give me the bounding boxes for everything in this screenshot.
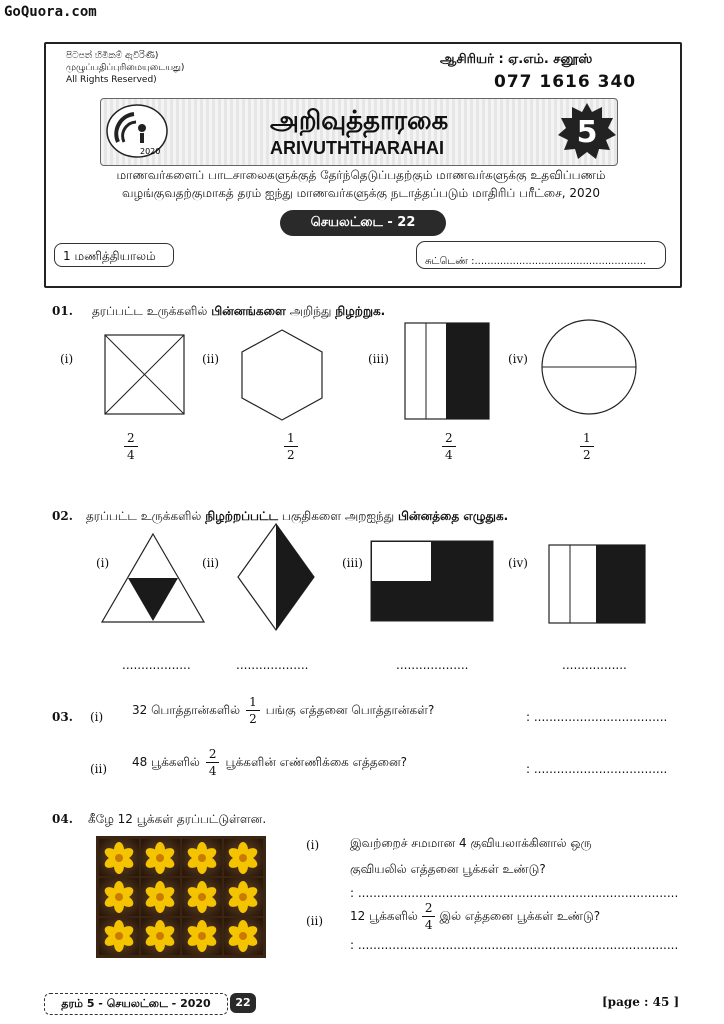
q3-ii-text-pre: 48 பூக்களில் — [132, 754, 200, 769]
q1-number: 01. — [52, 304, 73, 318]
q4-label-ii: (ii) — [306, 914, 324, 928]
q1-fraction-i: $\frac{2}{4}$ — [124, 430, 138, 463]
q1-shape-square-x[interactable] — [104, 334, 186, 416]
q2-label-iv: (iv) — [508, 556, 528, 570]
q4-label-i: (i) — [306, 838, 320, 852]
page-number: [page : 45 ] — [602, 995, 680, 1009]
intro-line-2: வழங்குவதற்குமாகத் தரம் ஐந்து மாணவர்களுக்கு நடாத்தப்படும் மாதிரிப் பரீட்சை, 2020 — [122, 186, 600, 200]
flower-icon — [99, 839, 139, 876]
q4-answer-i[interactable]: : .................................................................................... — [350, 886, 679, 900]
grade-number: 5 — [576, 115, 598, 150]
q4-answer-ii[interactable]: : .................................................................................... — [350, 938, 679, 952]
flower-icon — [182, 878, 222, 915]
q2-shape-rhombus — [236, 522, 316, 632]
footer-sheet-badge: 22 — [230, 993, 256, 1013]
q1-text-a: தரப்பட்ட உருக்களில் — [91, 304, 212, 318]
q4-ii-fraction: $\frac{2}{4}$ — [422, 900, 436, 933]
q3-i-text-pre: 32 பொத்தான்களில் — [132, 702, 241, 717]
q3-i-fraction: $\frac{1}{2}$ — [246, 694, 260, 727]
q2-shape-rect-quarter — [370, 540, 494, 622]
title-tamil: அறிவுத்தாரகை — [270, 106, 449, 136]
q1-heading — [52, 300, 385, 320]
flower-icon — [224, 839, 264, 876]
q4-part-ii — [350, 900, 600, 933]
q1-text-c: அறிந்து — [285, 304, 336, 318]
flower-icon — [224, 878, 264, 915]
duration-box: 1 மணித்தியாலம் — [54, 243, 174, 267]
q1-shape-hexagon[interactable] — [240, 328, 324, 422]
q4-text: கீழே 12 பூக்கள் தரப்பட்டுள்ளன. — [88, 812, 267, 826]
index-number-field[interactable]: சுட்டெண் :...................................................... — [416, 241, 666, 269]
flower-icon — [141, 839, 181, 876]
q3-answer-ii[interactable]: : ................................... — [526, 762, 668, 776]
school-logo — [104, 102, 170, 160]
q4-ii-text-post: இல் எத்தனை பூக்கள் உண்டு? — [439, 908, 601, 923]
q1-text-b: பின்னங்களை — [211, 304, 286, 318]
intro-line-1: மாணவர்களைப் பாடசாலைகளுக்குத் தேர்ந்தெடுப்பதற்கும் மாணவர்களுக்கு உதவிப்பணம் — [116, 168, 606, 182]
q2-text-b: நிழற்றப்பட்ட — [205, 509, 279, 523]
q3-part-ii — [132, 746, 407, 779]
q3-i-text-post: பங்கு எத்தனை பொத்தான்கள்? — [265, 702, 435, 717]
flower-icon — [224, 918, 264, 955]
q2-label-i: (i) — [96, 556, 110, 570]
watermark: GoQuora.com — [4, 4, 97, 20]
flower-icon — [99, 878, 139, 915]
q4-i-line-2: குவியலில் எத்தனை பூக்கள் உண்டு? — [350, 862, 546, 876]
flower-icon — [141, 878, 181, 915]
logo-year: 2020 — [140, 147, 161, 156]
q1-label-ii: (ii) — [202, 352, 220, 366]
rights-line-en: All Rights Reserved) — [66, 75, 157, 85]
q3-label-i: (i) — [90, 710, 104, 724]
flower-icon — [141, 918, 181, 955]
q3-label-ii: (ii) — [90, 762, 108, 776]
q1-fraction-ii: $\frac{1}{2}$ — [284, 430, 298, 463]
q1-label-iv: (iv) — [508, 352, 528, 366]
q3-part-i — [132, 694, 434, 727]
author-name: ஆசிரியர் : ஏ.எம். சனூஸ் — [440, 52, 593, 67]
flower-icon — [99, 918, 139, 955]
q2-text-c: பகுதிகளை அறஐந்து — [278, 509, 398, 523]
q1-shape-rectangle[interactable] — [404, 322, 490, 420]
flower-image — [96, 836, 266, 958]
q1-fraction-iv: $\frac{1}{2}$ — [580, 430, 594, 463]
flower-icon — [182, 839, 222, 876]
title-english: ARIVUTHTHARAHAI — [270, 138, 444, 158]
q1-shape-circle[interactable] — [540, 318, 638, 416]
grade-badge — [558, 102, 616, 160]
rights-line-si: පිටපත් හිමිකම් ඇවිරිණි) — [66, 51, 159, 61]
q2-answer-ii[interactable]: ................... — [236, 658, 309, 672]
q4-ii-text-pre: 12 பூக்களில் — [350, 908, 418, 923]
q2-shape-triangle — [100, 532, 206, 624]
q3-number: 03. — [52, 710, 73, 724]
author-phone: 077 1616 340 — [494, 72, 637, 92]
q2-text-d: பின்னத்தை எழுதுக. — [397, 509, 509, 523]
q1-fraction-iii: $\frac{2}{4}$ — [442, 430, 456, 463]
rights-notice — [66, 50, 184, 86]
q2-answer-iv[interactable]: ................. — [562, 658, 627, 672]
q1-label-iii: (iii) — [368, 352, 389, 366]
q3-ii-fraction: $\frac{2}{4}$ — [206, 746, 220, 779]
flower-icon — [182, 918, 222, 955]
q2-label-ii: (ii) — [202, 556, 220, 570]
q2-label-iii: (iii) — [342, 556, 363, 570]
paper-title: செயலட்டை - 22 — [280, 210, 446, 236]
q1-label-i: (i) — [60, 352, 74, 366]
rights-line-ta: முழுப்பதிப்புரிமையுடையது) — [66, 63, 185, 73]
q1-text-d: நிழற்றுக. — [335, 304, 386, 318]
q2-answer-i[interactable]: .................. — [122, 658, 191, 672]
q4-i-line-1: இவற்றைச் சமமான 4 குவியலாக்கினால் ஒரு — [350, 836, 592, 850]
footer-label: தரம் 5 - செயலட்டை - 2020 — [44, 993, 228, 1015]
q3-answer-i[interactable]: : ................................... — [526, 710, 668, 724]
q2-shape-rect-strips — [548, 544, 646, 624]
q4-number: 04. — [52, 812, 73, 826]
q2-answer-iii[interactable]: ................... — [396, 658, 469, 672]
q2-number: 02. — [52, 509, 73, 523]
q3-ii-text-post: பூக்களின் எண்ணிக்கை எத்தனை? — [225, 754, 408, 769]
q2-text-a: தரப்பட்ட உருக்களில் — [85, 509, 206, 523]
